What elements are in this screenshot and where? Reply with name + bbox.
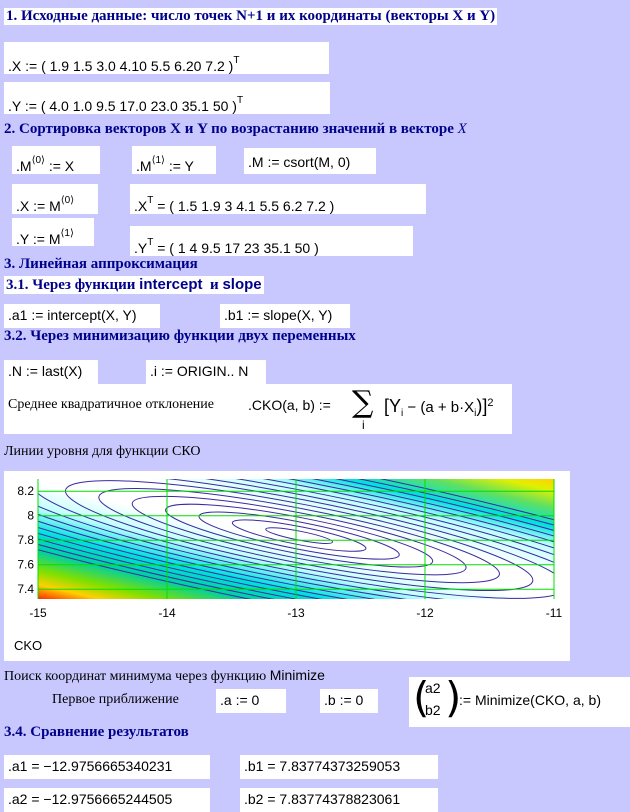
y-vector-definition[interactable]: [4, 82, 330, 114]
a1-def-text: .a1 := intercept(X, Y): [8, 307, 137, 323]
b2-result-text: .b2 = 7.83774378823061: [244, 791, 401, 807]
minimize-title: [4, 667, 325, 685]
section-2-heading: 2. Сортировка векторов X и Y по возрастанию значений в векторе X: [4, 121, 467, 137]
intercept-keyword: intercept: [139, 276, 203, 293]
slope-keyword: slope: [222, 276, 262, 293]
m1-sup: ⟨1⟩: [151, 155, 165, 166]
x-tick-label: -13: [287, 606, 305, 620]
xm-sup: ⟨0⟩: [60, 195, 75, 206]
vector-close-paren: ): [445, 673, 462, 722]
sum-index: i: [362, 418, 365, 432]
x-vector-definition[interactable]: [4, 42, 329, 74]
cko-lhs: .CKO(a, b) :=: [248, 397, 331, 413]
yt-sup: T: [147, 237, 154, 248]
section-3-heading: 3. Линейная аппроксимация: [4, 256, 198, 272]
y-tick-label: 7.4: [17, 582, 34, 597]
b2-result[interactable]: [240, 788, 438, 812]
cko-sub-x: i: [474, 408, 477, 419]
x-vector-text: .X := ( 1.9 1.5 3.0 4.10 5.5 6.20 7.2 ): [8, 58, 234, 74]
csort-text: .M := csort(M, 0): [248, 154, 351, 170]
cko-label: Среднее квадратичное отклонение: [8, 397, 214, 412]
y-tick-label: 7.8: [17, 533, 34, 548]
cko-power: 2: [487, 397, 494, 409]
n-def-text: .N := last(X): [8, 363, 83, 379]
a1-result-text: .a1 = −12.9756665340231: [8, 758, 173, 774]
section-3-2-heading: 3.2. Через минимизацию функции двух переменных: [4, 328, 356, 344]
section-3-1-heading: 3.1. Через функции intercept и slope: [6, 276, 262, 293]
contour-title: Линии уровня для функции СКО: [4, 444, 201, 459]
b1-def-text: .b1 := slope(X, Y): [224, 307, 333, 323]
cko-body-1: [Y: [384, 396, 402, 416]
m0-lhs: .M: [16, 158, 32, 174]
a2-result[interactable]: [4, 788, 210, 812]
sum-symbol: ∑: [352, 385, 374, 420]
m1-lhs: .M: [136, 158, 152, 174]
transpose-mark: T: [236, 95, 244, 106]
xm-lhs: .X := M: [16, 198, 61, 214]
xt-sup: T: [147, 195, 154, 206]
vector-a2: a2: [425, 680, 441, 696]
cko-sub-y: i: [401, 408, 404, 419]
b-init-definition[interactable]: [320, 689, 378, 713]
a1-definition[interactable]: [4, 304, 160, 328]
xt-lhs: .X: [134, 198, 148, 214]
vector-open-paren: (: [413, 673, 430, 722]
minimize-call-text: := Minimize(CKO, a, b): [459, 692, 601, 708]
y-tick-label: 7.6: [17, 557, 34, 572]
x-tick-label: -11: [545, 606, 563, 620]
yt-result[interactable]: [130, 226, 413, 256]
b1-result[interactable]: [240, 755, 438, 779]
b-init-text: .b := 0: [324, 692, 364, 708]
csort-definition[interactable]: [244, 148, 376, 174]
contour-plot: [4, 471, 570, 661]
yt-lhs: .Y: [134, 240, 148, 256]
transpose-mark: T: [233, 55, 240, 66]
x-tick-label: -15: [29, 606, 47, 620]
m1-definition[interactable]: [132, 146, 216, 174]
a-init-definition[interactable]: [216, 689, 286, 713]
first-approx-label: Первое приближение: [52, 692, 179, 707]
m0-sup: ⟨0⟩: [31, 155, 45, 166]
minimize-title-text: Поиск координат минимума через функцию: [4, 669, 267, 684]
b1-result-text: .b1 = 7.83774373259053: [244, 758, 401, 774]
a2-result-text: .a2 = −12.9756665244505: [8, 791, 173, 807]
m0-definition[interactable]: [12, 146, 100, 174]
cko-definition[interactable]: [4, 384, 512, 434]
a1-result[interactable]: [4, 755, 210, 779]
cko-body-2: − (a + b·X: [403, 399, 475, 416]
minimize-fn-name: Minimize: [269, 667, 325, 683]
chart-caption: CKO: [14, 638, 43, 653]
cko-body-3: )]: [476, 396, 488, 416]
a-init-text: .a := 0: [220, 692, 260, 708]
i-range-definition[interactable]: [146, 360, 266, 384]
xt-rhs: = ( 1.5 1.9 3 4.1 5.5 6.2 7.2 ): [153, 198, 335, 214]
section-3-4-heading: 3.4. Сравнение результатов: [4, 724, 189, 740]
y-tick-label: 8: [27, 508, 34, 523]
contour-chart[interactable]: [4, 471, 570, 661]
y-vector-text: .Y := ( 4.0 1.0 9.5 17.0 23.0 35.1 50 ): [8, 98, 237, 114]
vector-b2: b2: [425, 702, 441, 718]
m0-rhs: := X: [44, 158, 75, 174]
m1-rhs: := Y: [164, 158, 194, 174]
y-tick-label: 8.2: [17, 484, 34, 499]
minimize-call[interactable]: [409, 673, 630, 727]
ym-sup: ⟨1⟩: [60, 228, 74, 239]
y-from-m-definition[interactable]: [12, 218, 94, 246]
section-1-heading: 1. Исходные данные: число точек N+1 и их координаты (векторы X и Y): [6, 8, 496, 24]
n-definition[interactable]: [4, 360, 98, 384]
b1-definition[interactable]: [220, 304, 350, 328]
x-tick-label: -12: [416, 606, 434, 620]
and-word: и: [210, 277, 219, 293]
ym-lhs: .Y := M: [16, 231, 61, 247]
x-from-m-definition[interactable]: [12, 184, 98, 214]
yt-rhs: = ( 1 4 9.5 17 23 35.1 50 ): [153, 240, 319, 256]
cko-body: [384, 394, 493, 423]
section-2-var: X: [457, 121, 467, 137]
xt-result[interactable]: [130, 184, 426, 214]
x-tick-label: -14: [158, 606, 176, 620]
i-def-text: .i := ORIGIN.. N: [150, 363, 249, 379]
